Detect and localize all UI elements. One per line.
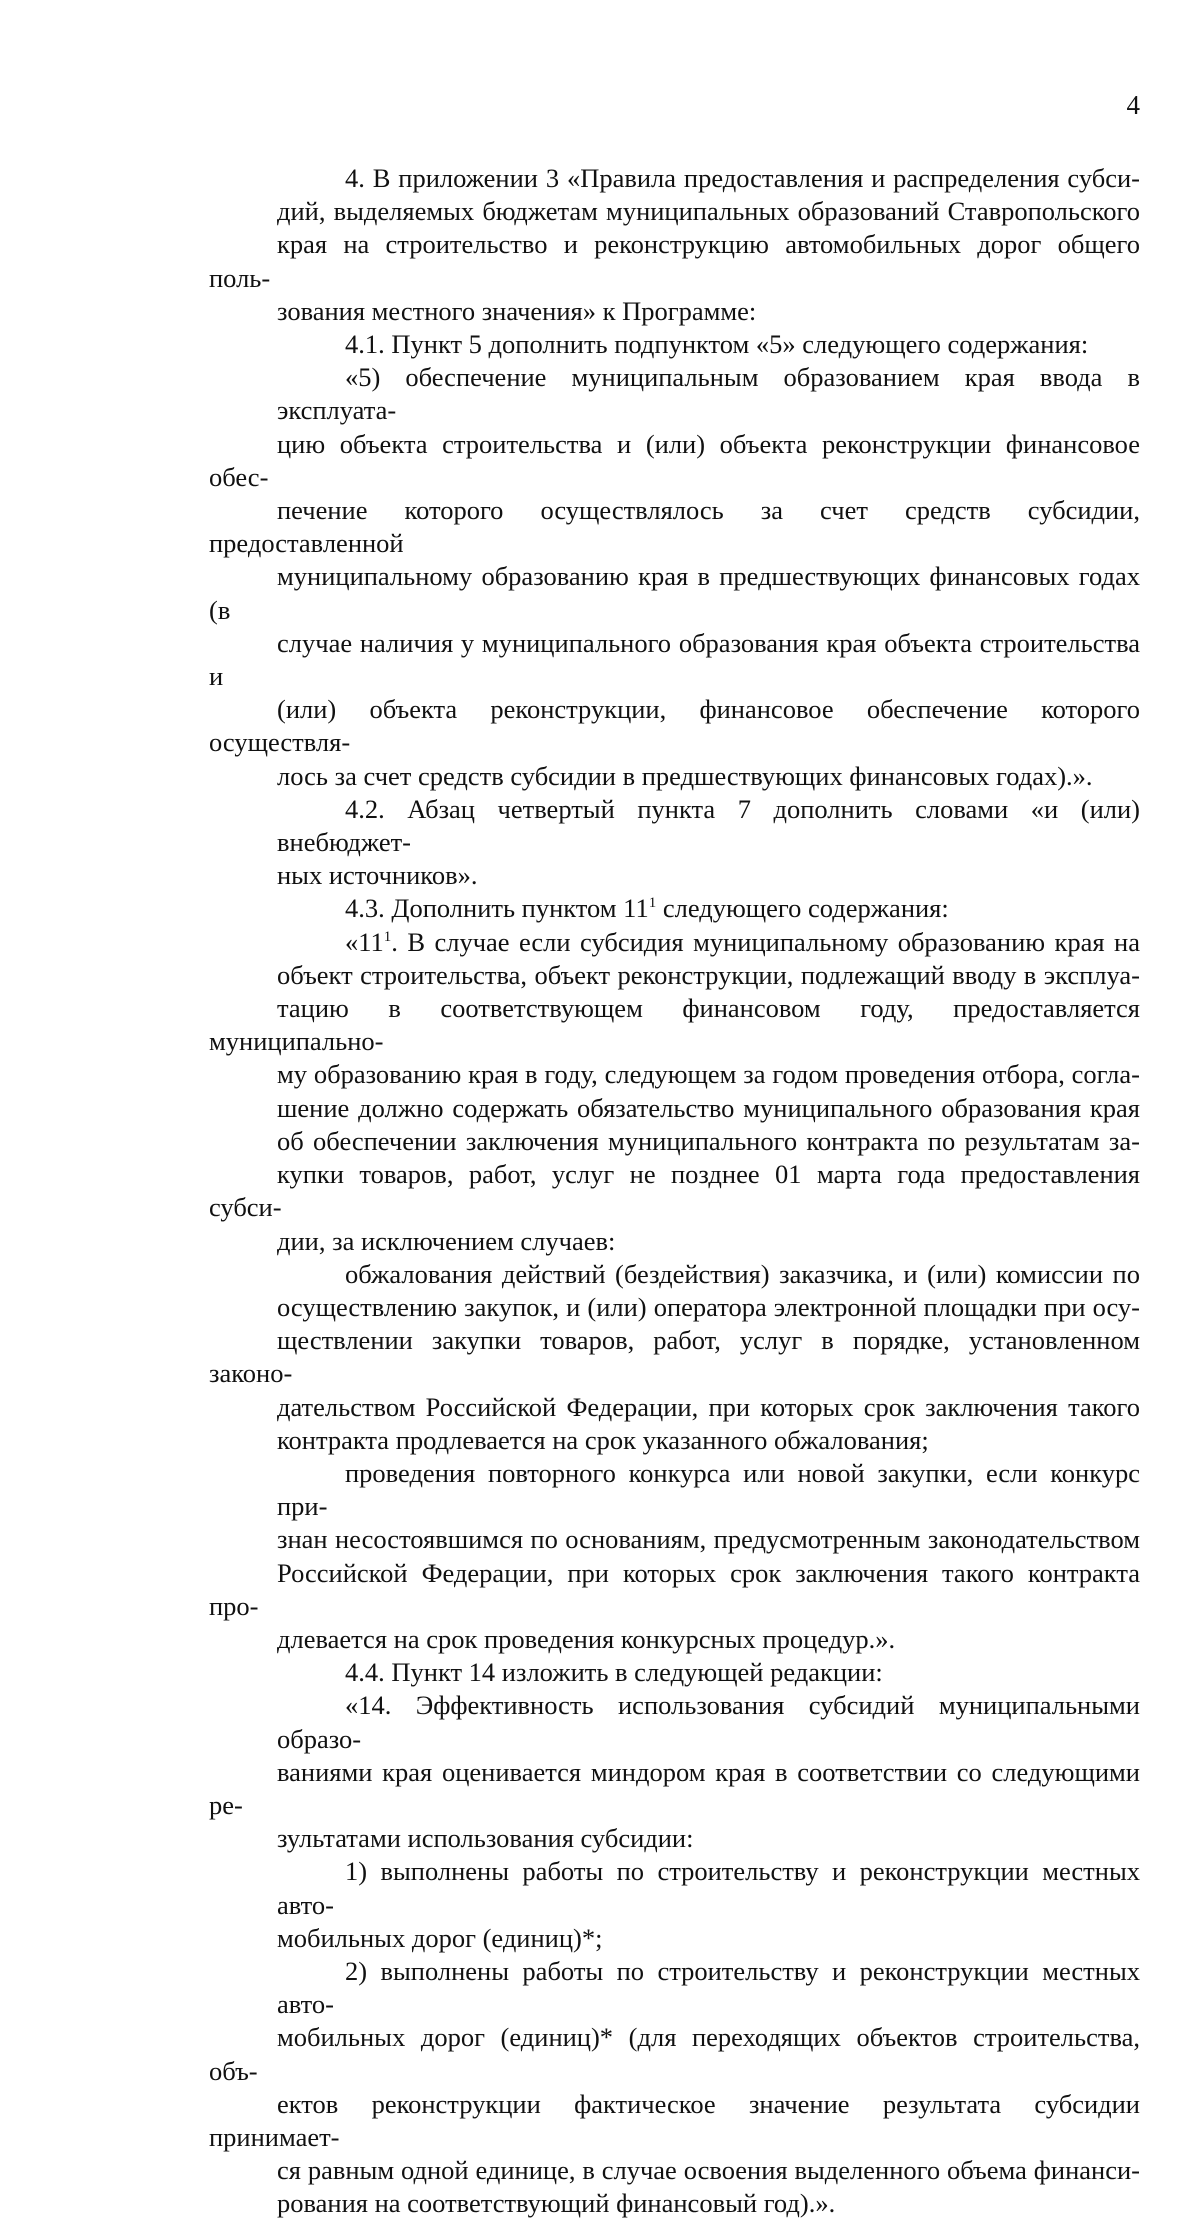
text-part: . В случае если субсидия муниципальному образованию края на — [391, 926, 1140, 957]
text-line: осуществлению закупок, и (или) оператора электронной площадки при осу- — [277, 1291, 1140, 1322]
paragraph-4-3 — [209, 892, 1140, 925]
text-line: печение которого осуществлялось за счет средств субсидии, предоставленной — [209, 495, 1140, 559]
paragraph-result-2 — [209, 1955, 1140, 2221]
text-line: 2) выполнены работы по строительству и реконструкции местных авто- — [277, 1955, 1140, 2020]
paragraph-4-2 — [209, 793, 1140, 893]
text-line: (или) объекта реконструкции, финансовое обеспечение которого осуществля- — [209, 694, 1140, 758]
text-line: обжалования действий (бездействия) заказчика, и (или) комиссии по — [345, 1258, 1140, 1289]
text-line: длевается на срок проведения конкурсных процедур.». — [277, 1623, 896, 1654]
text-line: 1) выполнены работы по строительству и реконструкции местных авто- — [277, 1856, 1140, 1920]
text-line — [209, 926, 1140, 959]
text-line: зультатами использования субсидии: — [277, 1823, 694, 1854]
text-line: дательством Российской Федерации, при которых срок заключения такого — [277, 1391, 1140, 1422]
text-line — [209, 892, 1140, 925]
paragraph-appendix-3 — [209, 162, 1140, 328]
text-line: шение должно содержать обязательство муниципального образования края — [277, 1092, 1140, 1123]
paragraph-item-14 — [209, 1689, 1140, 1855]
text-line: ществлении закупки товаров, работ, услуг в порядке, установленном законо- — [209, 1325, 1140, 1389]
text-line: Российской Федерации, при которых срок заключения такого контракта про- — [209, 1557, 1140, 1621]
text-line: дии, за исключением случаев: — [277, 1225, 616, 1256]
text-line: муниципальному образованию края в предшествующих финансовых годах (в — [209, 561, 1140, 625]
text-line: тацию в соответствующем финансовом году, предоставляется муниципально- — [209, 993, 1140, 1057]
superscript: 1 — [383, 928, 392, 945]
text-line: края на строительство и реконструкцию автомобильных дорог общего поль- — [209, 229, 1140, 293]
text-line: му образованию края в году, следующем за годом проведения отбора, согла- — [277, 1059, 1140, 1090]
text-part: 4.3. Дополнить пунктом 11 — [345, 893, 649, 924]
text-line: объект строительства, объект реконструкции, подлежащий вводу в эксплуа- — [277, 959, 1140, 990]
text-line: 4. В приложении 3 «Правила предоставления и распределения субси- — [345, 163, 1140, 193]
text-line: случае наличия у муниципального образования края объекта строительства и — [209, 627, 1140, 692]
text-line: ваниями края оценивается миндором края в соответствии со следующими ре- — [209, 1756, 1140, 1820]
text-line: об обеспечении заключения муниципального контракта по результатам за- — [277, 1125, 1140, 1156]
text-part: «11 — [345, 926, 384, 957]
superscript: 1 — [648, 895, 657, 912]
text-line: 4.1. Пункт 5 дополнить подпунктом «5» следующего содержания: — [345, 329, 1089, 360]
text-line: мобильных дорог (единиц)*; — [277, 1922, 603, 1953]
text-line: 4.4. Пункт 14 изложить в следующей редакции: — [345, 1657, 883, 1688]
paragraph-4-1 — [209, 328, 1140, 361]
text-line: зования местного значения» к Программе: — [277, 295, 757, 326]
page-number: 4 — [1126, 90, 1140, 120]
text-line: 4.2. Абзац четвертый пункта 7 дополнить словами «и (или) внебюджет- — [277, 793, 1140, 858]
text-line: рования на соответствующий финансовый год).». — [277, 2188, 836, 2219]
text-line: контракта продлевается на срок указанного обжалования; — [277, 1424, 929, 1455]
text-line: цию объекта строительства и (или) объекта реконструкции финансовое обес- — [209, 428, 1140, 492]
text-line: лось за счет средств субсидии в предшествующих финансовых годах).». — [277, 760, 1093, 791]
paragraph-appeal-exception — [209, 1258, 1140, 1457]
paragraph-item-11-1 — [209, 926, 1140, 1258]
text-line: купки товаров, работ, услуг не позднее 01 марта года предоставления субси- — [209, 1159, 1140, 1223]
text-part: следующего содержания: — [656, 893, 949, 924]
text-line: ся равным одной единице, в случае освоения выделенного объема финанси- — [277, 2155, 1140, 2186]
text-line: «5) обеспечение муниципальным образованием края ввода в эксплуата- — [277, 362, 1140, 426]
paragraph-subitem-5 — [209, 361, 1140, 793]
text-line: дий, выделяемых бюджетам муниципальных образований Ставропольского — [277, 196, 1140, 227]
text-line: мобильных дорог (единиц)* (для переходящих объектов строительства, объ- — [209, 2022, 1140, 2086]
paragraph-result-1 — [209, 1855, 1140, 1955]
document-body — [209, 162, 1140, 2221]
text-line: «14. Эффективность использования субсидий муниципальными образо- — [277, 1690, 1140, 1754]
text-line: знан несостоявшимся по основаниям, предусмотренным законодательством — [277, 1524, 1140, 1555]
paragraph-4-4 — [209, 1656, 1140, 1689]
text-line: проведения повторного конкурса или новой закупки, если конкурс при- — [277, 1457, 1140, 1522]
text-line: ектов реконструкции фактическое значение результата субсидии принимает- — [209, 2088, 1140, 2152]
paragraph-repeat-tender-exception — [209, 1457, 1140, 1656]
text-line: ных источников». — [277, 860, 478, 891]
